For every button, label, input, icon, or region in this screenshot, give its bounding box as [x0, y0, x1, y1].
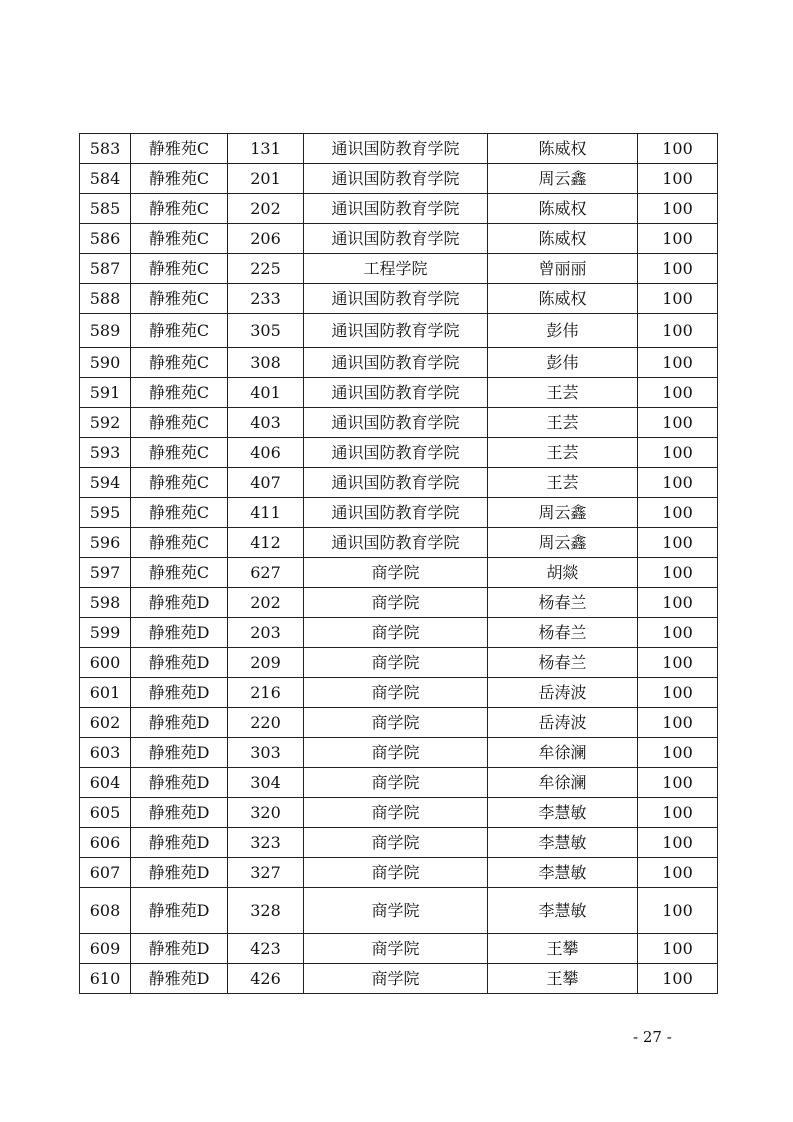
college-cell: 商学院	[304, 648, 488, 678]
room-cell: 627	[228, 558, 304, 588]
row-number-cell: 584	[80, 164, 131, 194]
table-row	[80, 164, 718, 194]
manager-name-cell: 王芸	[488, 468, 638, 498]
row-number-cell: 589	[80, 314, 131, 348]
building-cell: 静雅苑D	[131, 798, 228, 828]
building-cell: 静雅苑C	[131, 468, 228, 498]
room-cell: 406	[228, 438, 304, 468]
table-row	[80, 858, 718, 888]
manager-name-cell: 李慧敏	[488, 828, 638, 858]
score-cell: 100	[638, 164, 718, 194]
score-cell: 100	[638, 828, 718, 858]
table-row	[80, 678, 718, 708]
row-number-cell: 586	[80, 224, 131, 254]
manager-name-cell: 陈威权	[488, 284, 638, 314]
college-cell: 商学院	[304, 964, 488, 994]
room-cell: 327	[228, 858, 304, 888]
room-cell: 308	[228, 348, 304, 378]
row-number-cell: 601	[80, 678, 131, 708]
table-row	[80, 828, 718, 858]
table-row	[80, 558, 718, 588]
manager-name-cell: 王芸	[488, 408, 638, 438]
college-cell: 通识国防教育学院	[304, 134, 488, 164]
manager-name-cell: 周云鑫	[488, 528, 638, 558]
table-row	[80, 964, 718, 994]
college-cell: 通识国防教育学院	[304, 438, 488, 468]
room-cell: 423	[228, 934, 304, 964]
table-row	[80, 738, 718, 768]
room-cell: 412	[228, 528, 304, 558]
score-cell: 100	[638, 528, 718, 558]
table-row	[80, 408, 718, 438]
manager-name-cell: 陈威权	[488, 224, 638, 254]
room-cell: 320	[228, 798, 304, 828]
building-cell: 静雅苑C	[131, 134, 228, 164]
building-cell: 静雅苑D	[131, 618, 228, 648]
building-cell: 静雅苑D	[131, 888, 228, 934]
row-number-cell: 585	[80, 194, 131, 224]
college-cell: 通识国防教育学院	[304, 528, 488, 558]
college-cell: 工程学院	[304, 254, 488, 284]
college-cell: 商学院	[304, 618, 488, 648]
manager-name-cell: 周云鑫	[488, 164, 638, 194]
score-cell: 100	[638, 194, 718, 224]
table-row	[80, 888, 718, 934]
manager-name-cell: 陈威权	[488, 134, 638, 164]
row-number-cell: 583	[80, 134, 131, 164]
building-cell: 静雅苑D	[131, 768, 228, 798]
college-cell: 商学院	[304, 738, 488, 768]
row-number-cell: 606	[80, 828, 131, 858]
building-cell: 静雅苑D	[131, 678, 228, 708]
college-cell: 商学院	[304, 798, 488, 828]
room-cell: 201	[228, 164, 304, 194]
manager-name-cell: 岳涛波	[488, 678, 638, 708]
room-cell: 328	[228, 888, 304, 934]
college-cell: 通识国防教育学院	[304, 468, 488, 498]
table-row	[80, 194, 718, 224]
score-cell: 100	[638, 588, 718, 618]
college-cell: 通识国防教育学院	[304, 284, 488, 314]
building-cell: 静雅苑C	[131, 254, 228, 284]
score-cell: 100	[638, 468, 718, 498]
college-cell: 通识国防教育学院	[304, 164, 488, 194]
score-cell: 100	[638, 768, 718, 798]
manager-name-cell: 牟徐澜	[488, 768, 638, 798]
row-number-cell: 605	[80, 798, 131, 828]
table-row	[80, 314, 718, 348]
building-cell: 静雅苑D	[131, 828, 228, 858]
building-cell: 静雅苑C	[131, 314, 228, 348]
score-cell: 100	[638, 408, 718, 438]
row-number-cell: 607	[80, 858, 131, 888]
row-number-cell: 591	[80, 378, 131, 408]
table-row	[80, 224, 718, 254]
row-number-cell: 594	[80, 468, 131, 498]
score-cell: 100	[638, 678, 718, 708]
score-cell: 100	[638, 284, 718, 314]
room-cell: 131	[228, 134, 304, 164]
room-cell: 203	[228, 618, 304, 648]
college-cell: 通识国防教育学院	[304, 408, 488, 438]
college-cell: 通识国防教育学院	[304, 378, 488, 408]
building-cell: 静雅苑C	[131, 194, 228, 224]
manager-name-cell: 曾丽丽	[488, 254, 638, 284]
college-cell: 商学院	[304, 828, 488, 858]
table-row	[80, 648, 718, 678]
college-cell: 商学院	[304, 588, 488, 618]
building-cell: 静雅苑C	[131, 528, 228, 558]
building-cell: 静雅苑C	[131, 164, 228, 194]
room-cell: 202	[228, 588, 304, 618]
room-cell: 403	[228, 408, 304, 438]
score-cell: 100	[638, 224, 718, 254]
score-cell: 100	[638, 314, 718, 348]
score-cell: 100	[638, 348, 718, 378]
building-cell: 静雅苑D	[131, 858, 228, 888]
room-cell: 202	[228, 194, 304, 224]
page-number: - 27 -	[633, 1028, 672, 1046]
table-row	[80, 618, 718, 648]
row-number-cell: 609	[80, 934, 131, 964]
room-cell: 305	[228, 314, 304, 348]
table-row	[80, 768, 718, 798]
building-cell: 静雅苑C	[131, 498, 228, 528]
building-cell: 静雅苑C	[131, 348, 228, 378]
college-cell: 商学院	[304, 858, 488, 888]
college-cell: 通识国防教育学院	[304, 194, 488, 224]
manager-name-cell: 王芸	[488, 378, 638, 408]
manager-name-cell: 李慧敏	[488, 798, 638, 828]
manager-name-cell: 周云鑫	[488, 498, 638, 528]
row-number-cell: 598	[80, 588, 131, 618]
room-cell: 304	[228, 768, 304, 798]
college-cell: 通识国防教育学院	[304, 348, 488, 378]
table-row	[80, 528, 718, 558]
building-cell: 静雅苑D	[131, 934, 228, 964]
manager-name-cell: 李慧敏	[488, 858, 638, 888]
dormitory-score-table	[79, 133, 718, 994]
room-cell: 407	[228, 468, 304, 498]
room-cell: 323	[228, 828, 304, 858]
score-cell: 100	[638, 254, 718, 284]
college-cell: 通识国防教育学院	[304, 498, 488, 528]
row-number-cell: 592	[80, 408, 131, 438]
score-cell: 100	[638, 858, 718, 888]
college-cell: 商学院	[304, 888, 488, 934]
manager-name-cell: 王攀	[488, 964, 638, 994]
row-number-cell: 593	[80, 438, 131, 468]
row-number-cell: 587	[80, 254, 131, 284]
table-row	[80, 588, 718, 618]
room-cell: 216	[228, 678, 304, 708]
building-cell: 静雅苑C	[131, 378, 228, 408]
row-number-cell: 588	[80, 284, 131, 314]
table-row	[80, 348, 718, 378]
room-cell: 220	[228, 708, 304, 738]
building-cell: 静雅苑C	[131, 408, 228, 438]
row-number-cell: 603	[80, 738, 131, 768]
score-cell: 100	[638, 438, 718, 468]
table-row	[80, 134, 718, 164]
score-cell: 100	[638, 648, 718, 678]
college-cell: 通识国防教育学院	[304, 314, 488, 348]
college-cell: 商学院	[304, 708, 488, 738]
score-cell: 100	[638, 378, 718, 408]
score-cell: 100	[638, 558, 718, 588]
room-cell: 225	[228, 254, 304, 284]
score-cell: 100	[638, 134, 718, 164]
table-row	[80, 934, 718, 964]
college-cell: 商学院	[304, 678, 488, 708]
row-number-cell: 602	[80, 708, 131, 738]
score-cell: 100	[638, 618, 718, 648]
college-cell: 商学院	[304, 558, 488, 588]
room-cell: 233	[228, 284, 304, 314]
college-cell: 商学院	[304, 768, 488, 798]
table-row	[80, 708, 718, 738]
manager-name-cell: 王芸	[488, 438, 638, 468]
table-row	[80, 498, 718, 528]
manager-name-cell: 牟徐澜	[488, 738, 638, 768]
building-cell: 静雅苑D	[131, 648, 228, 678]
table-row	[80, 468, 718, 498]
college-cell: 通识国防教育学院	[304, 224, 488, 254]
room-cell: 209	[228, 648, 304, 678]
table-row	[80, 798, 718, 828]
table-body	[80, 134, 718, 994]
room-cell: 303	[228, 738, 304, 768]
building-cell: 静雅苑C	[131, 558, 228, 588]
room-cell: 426	[228, 964, 304, 994]
building-cell: 静雅苑C	[131, 284, 228, 314]
building-cell: 静雅苑D	[131, 708, 228, 738]
row-number-cell: 595	[80, 498, 131, 528]
score-cell: 100	[638, 798, 718, 828]
row-number-cell: 608	[80, 888, 131, 934]
building-cell: 静雅苑D	[131, 964, 228, 994]
manager-name-cell: 胡燚	[488, 558, 638, 588]
room-cell: 411	[228, 498, 304, 528]
manager-name-cell: 杨春兰	[488, 618, 638, 648]
building-cell: 静雅苑C	[131, 438, 228, 468]
row-number-cell: 596	[80, 528, 131, 558]
table-row	[80, 378, 718, 408]
building-cell: 静雅苑D	[131, 588, 228, 618]
row-number-cell: 604	[80, 768, 131, 798]
score-cell: 100	[638, 708, 718, 738]
manager-name-cell: 李慧敏	[488, 888, 638, 934]
score-cell: 100	[638, 934, 718, 964]
room-cell: 401	[228, 378, 304, 408]
row-number-cell: 597	[80, 558, 131, 588]
table-row	[80, 284, 718, 314]
row-number-cell: 600	[80, 648, 131, 678]
room-cell: 206	[228, 224, 304, 254]
building-cell: 静雅苑C	[131, 224, 228, 254]
score-cell: 100	[638, 964, 718, 994]
manager-name-cell: 王攀	[488, 934, 638, 964]
score-cell: 100	[638, 888, 718, 934]
manager-name-cell: 彭伟	[488, 314, 638, 348]
manager-name-cell: 陈威权	[488, 194, 638, 224]
row-number-cell: 610	[80, 964, 131, 994]
score-cell: 100	[638, 738, 718, 768]
score-cell: 100	[638, 498, 718, 528]
row-number-cell: 590	[80, 348, 131, 378]
manager-name-cell: 彭伟	[488, 348, 638, 378]
table-row	[80, 438, 718, 468]
building-cell: 静雅苑D	[131, 738, 228, 768]
manager-name-cell: 杨春兰	[488, 588, 638, 618]
manager-name-cell: 岳涛波	[488, 708, 638, 738]
college-cell: 商学院	[304, 934, 488, 964]
row-number-cell: 599	[80, 618, 131, 648]
manager-name-cell: 杨春兰	[488, 648, 638, 678]
table-row	[80, 254, 718, 284]
